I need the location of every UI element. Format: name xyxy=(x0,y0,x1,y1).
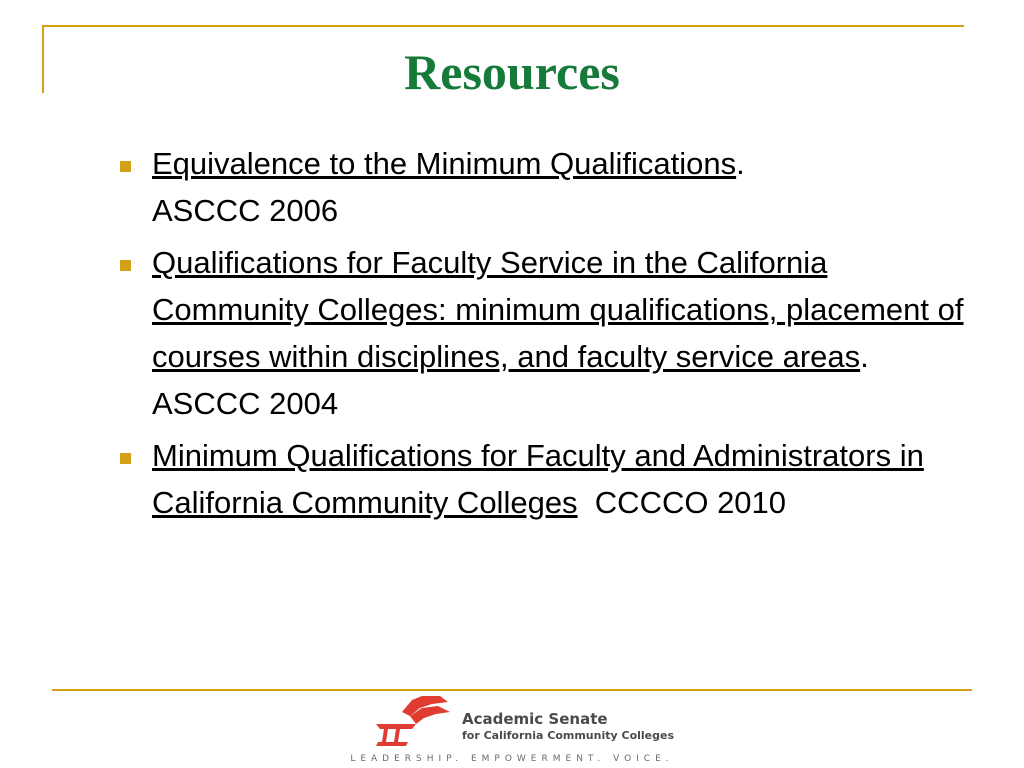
resource-link[interactable]: Equivalence to the Minimum Qualifications xyxy=(152,146,737,181)
org-subtitle: for California Community Colleges xyxy=(462,729,675,742)
bullet-square-icon xyxy=(120,453,131,464)
resource-list xyxy=(110,140,990,531)
bullet-square-icon xyxy=(120,161,131,172)
org-logo xyxy=(372,694,682,750)
bullet-square-icon xyxy=(120,260,131,271)
footer-divider xyxy=(52,689,972,691)
resource-suffix: . xyxy=(860,339,869,374)
resource-link[interactable]: Qualifications for Faculty Service in the California Community Colleges: minimum qualifications, placement of courses within disciplines, and faculty service areas xyxy=(152,245,964,374)
org-name: Academic Senate xyxy=(462,710,608,728)
slide-title: Resources xyxy=(404,44,620,100)
resource-item xyxy=(110,432,990,526)
resource-item xyxy=(110,239,990,427)
resource-link[interactable]: Minimum Qualifications for Faculty and Administrators in California Community Colleges xyxy=(152,438,924,520)
top-border-line xyxy=(42,25,964,27)
resource-source: ASCCC 2006 xyxy=(152,193,339,228)
resource-source: ASCCC 2004 xyxy=(152,386,339,421)
resource-source: CCCCO 2010 xyxy=(594,485,787,520)
resource-suffix: . xyxy=(736,146,745,181)
resource-item xyxy=(110,140,990,234)
footer-tagline: LEADERSHIP. EMPOWERMENT. VOICE. xyxy=(350,754,674,764)
senate-building-icon xyxy=(372,694,454,750)
